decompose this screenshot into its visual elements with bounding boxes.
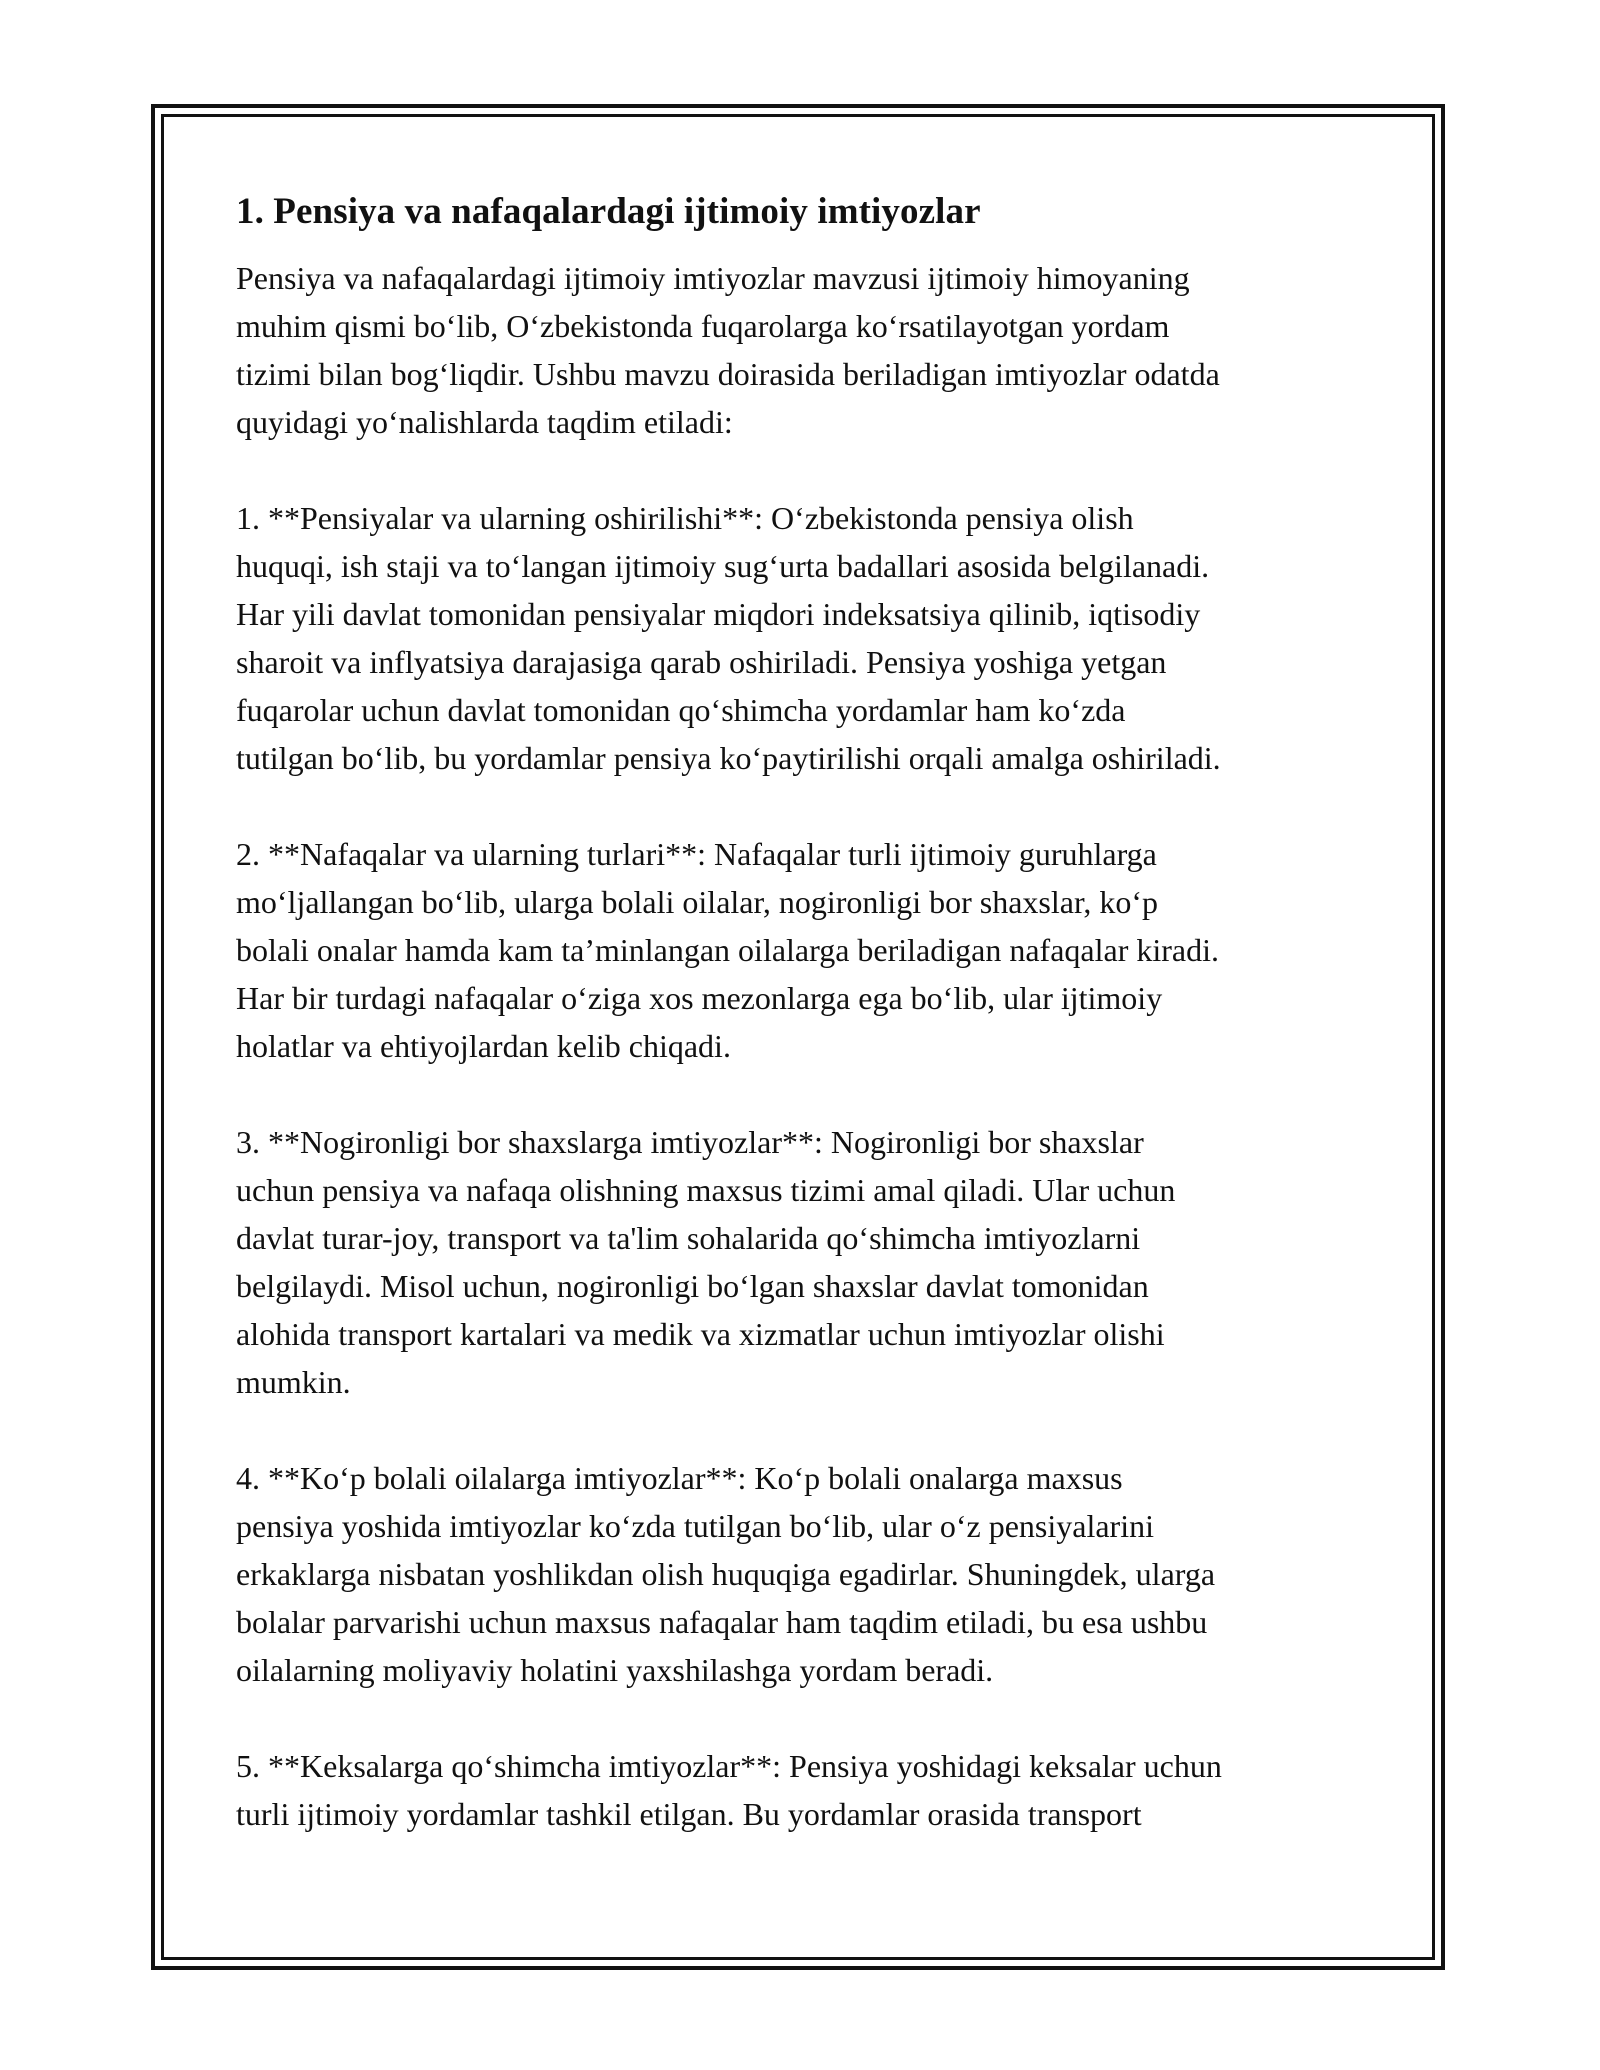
list-item-pensions: 1. **Pensiyalar va ularning oshirilishi**: O‘zbekistonda pensiya olish huquqi, ish staji va to‘langan ijtimoiy sug‘urta badallari asosida belgilanadi. Har yili davlat tomonidan pensiyalar miqdori indeksatsiya qilinib, iqtisodiy sharoit va inflyatsiya darajasiga qarab oshiriladi. Pensiya yoshiga yetgan fuqarolar uchun davlat tomonidan qo‘shimcha yordamlar ham ko‘zda tutilgan bo‘lib, bu yordamlar pensiya ko‘paytirilishi orqali amalga oshiriladi. [236,500,1221,776]
section-heading: 1. Pensiya va nafaqalardagi ijtimoiy imtiyozlar [236,191,981,232]
list-item-elderly-benefits: 5. **Keksalarga qo‘shimcha imtiyozlar**: Pensiya yoshidagi keksalar uchun turli ijtimoiy yordamlar tashkil etilgan. Bu yordamlar orasida transport [236,1748,1222,1832]
list-item-allowances: 2. **Nafaqalar va ularning turlari**: Nafaqalar turli ijtimoiy guruhlarga mo‘ljallangan bo‘lib, ularga bolali oilalar, nogironligi bor shaxslar, ko‘p bolali onalar hamda kam ta’minlangan oilalarga beriladigan nafaqalar kiradi. Har bir turdagi nafaqalar o‘ziga xos mezonlarga ega bo‘lib, ular ijtimoiy holatlar va ehtiyojlardan kelib chiqadi. [236,836,1219,1064]
document-body [236,188,1376,1886]
list-item-disability-benefits: 3. **Nogironligi bor shaxslarga imtiyozlar**: Nogironligi bor shaxslar uchun pensiya va nafaqa olishning maxsus tizimi amal qiladi. Ular uchun davlat turar-joy, transport va ta'lim sohalarida qo‘shimcha imtiyozlarni belgilaydi. Misol uchun, nogironligi bo‘lgan shaxslar davlat tomonidan alohida transport kartalari va medik va xizmatlar uchun imtiyozlar olishi mumkin. [236,1124,1176,1400]
list-item-large-families: 4. **Ko‘p bolali oilalarga imtiyozlar**: Ko‘p bolali onalarga maxsus pensiya yoshida imtiyozlar ko‘zda tutilgan bo‘lib, ular o‘z pensiyalarini erkaklarga nisbatan yoshlikdan olish huquqiga egadirlar. Shuningdek, ularga bolalar parvarishi uchun maxsus nafaqalar ham taqdim etiladi, bu esa ushbu oilalarning moliyaviy holatini yaxshilashga yordam beradi. [236,1460,1216,1688]
intro-paragraph: Pensiya va nafaqalardagi ijtimoiy imtiyozlar mavzusi ijtimoiy himoyaning muhim qismi bo‘lib, O‘zbekistonda fuqarolarga ko‘rsatilayotgan yordam tizimi bilan bog‘liqdir. Ushbu mavzu doirasida beriladigan imtiyozlar odatda quyidagi yo‘nalishlarda taqdim etiladi: [236,260,1220,440]
